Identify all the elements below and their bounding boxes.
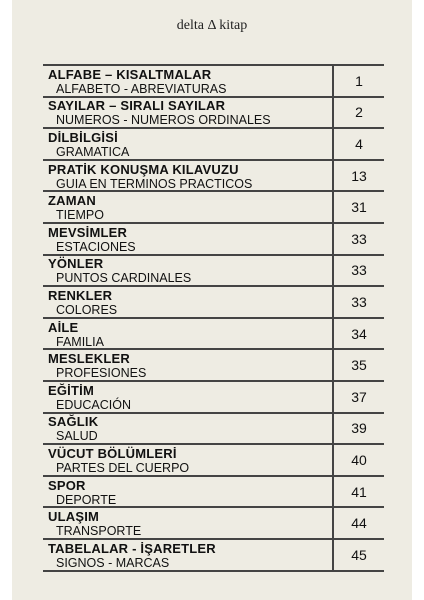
toc-title-spanish: GUIA EN TERMINOS PRACTICOS bbox=[56, 176, 253, 191]
toc-title-turkish: TABELALAR - İŞARETLER bbox=[48, 540, 216, 556]
toc-row bbox=[43, 319, 384, 351]
toc-title-turkish: ZAMAN bbox=[48, 193, 96, 209]
toc-page-number: 33 bbox=[351, 262, 367, 279]
toc-title-spanish: NUMEROS - NUMEROS ORDINALES bbox=[56, 113, 271, 128]
book-page bbox=[12, 0, 412, 600]
toc-page-number: 13 bbox=[351, 167, 367, 184]
toc-title-spanish: GRAMATICA bbox=[56, 144, 130, 159]
toc-page-number: 45 bbox=[351, 546, 367, 563]
toc-title-turkish: MESLEKLER bbox=[48, 351, 130, 367]
toc-row bbox=[43, 256, 384, 288]
toc-title-spanish: ALFABETO - ABREVIATURAS bbox=[56, 81, 227, 96]
toc-row bbox=[43, 161, 384, 193]
toc-row bbox=[43, 98, 384, 130]
toc-page-number: 37 bbox=[351, 388, 367, 405]
toc-row bbox=[43, 192, 384, 224]
toc-title-spanish: TIEMPO bbox=[56, 208, 104, 223]
toc-title-turkish: RENKLER bbox=[48, 287, 113, 303]
publisher-brand: delta Δ kitap bbox=[176, 18, 248, 33]
toc-page-number: 35 bbox=[351, 357, 367, 374]
toc-page-number: 41 bbox=[351, 483, 367, 500]
toc-title-spanish: SIGNOS - MARCAS bbox=[56, 555, 170, 570]
toc-page-number: 40 bbox=[351, 451, 367, 468]
toc-row bbox=[43, 477, 384, 509]
toc-row bbox=[43, 414, 384, 446]
toc-title-spanish: SALUD bbox=[56, 429, 98, 444]
toc-title-turkish: MEVSİMLER bbox=[48, 224, 128, 240]
toc-page-number: 33 bbox=[351, 293, 367, 310]
toc-page-number: 1 bbox=[355, 72, 363, 89]
toc-title-spanish: PUNTOS CARDINALES bbox=[56, 271, 192, 286]
toc-title-turkish: ULAŞIM bbox=[48, 509, 100, 525]
toc-page-number: 33 bbox=[351, 230, 367, 247]
toc-page-number: 34 bbox=[351, 325, 367, 342]
toc-title-turkish: ALFABE – KISALTMALAR bbox=[48, 66, 212, 82]
toc-title-spanish: ESTACIONES bbox=[56, 239, 136, 254]
toc-row bbox=[43, 445, 384, 477]
toc-title-turkish: SAYILAR – SIRALI SAYILAR bbox=[48, 98, 226, 114]
toc-page-number: 2 bbox=[355, 104, 363, 121]
toc-title-spanish: TRANSPORTE bbox=[56, 524, 142, 539]
toc-title-turkish: YÖNLER bbox=[48, 256, 104, 272]
toc-title-turkish: DİLBİLGİSİ bbox=[48, 129, 118, 145]
toc-title-spanish: PROFESIONES bbox=[56, 366, 147, 381]
toc-title-spanish: FAMILIA bbox=[56, 334, 104, 349]
toc-title-spanish: DEPORTE bbox=[56, 492, 117, 507]
toc-row bbox=[43, 350, 384, 382]
toc-page-number: 31 bbox=[351, 199, 367, 216]
toc-row bbox=[43, 66, 384, 98]
toc-title-turkish: VÜCUT BÖLÜMLERİ bbox=[48, 445, 177, 461]
toc-title-turkish: SPOR bbox=[48, 477, 86, 493]
toc-row bbox=[43, 508, 384, 540]
toc-page-number: 4 bbox=[355, 135, 363, 152]
toc-row bbox=[43, 224, 384, 256]
toc-page-number: 39 bbox=[351, 420, 367, 437]
toc-title-turkish: EĞİTİM bbox=[48, 382, 94, 398]
toc-title-spanish: COLORES bbox=[56, 302, 118, 317]
toc-row bbox=[43, 129, 384, 161]
toc-title-turkish: AİLE bbox=[48, 319, 79, 335]
toc-row bbox=[43, 540, 384, 572]
toc-row bbox=[43, 382, 384, 414]
toc-title-spanish: PARTES DEL CUERPO bbox=[56, 460, 190, 475]
toc-title-turkish: SAĞLIK bbox=[48, 414, 99, 430]
table-of-contents bbox=[43, 64, 384, 572]
toc-title-turkish: PRATİK KONUŞMA KILAVUZU bbox=[48, 161, 239, 177]
toc-page-number: 44 bbox=[351, 515, 367, 532]
toc-title-spanish: EDUCACIÓN bbox=[56, 397, 132, 412]
toc-row bbox=[43, 287, 384, 319]
